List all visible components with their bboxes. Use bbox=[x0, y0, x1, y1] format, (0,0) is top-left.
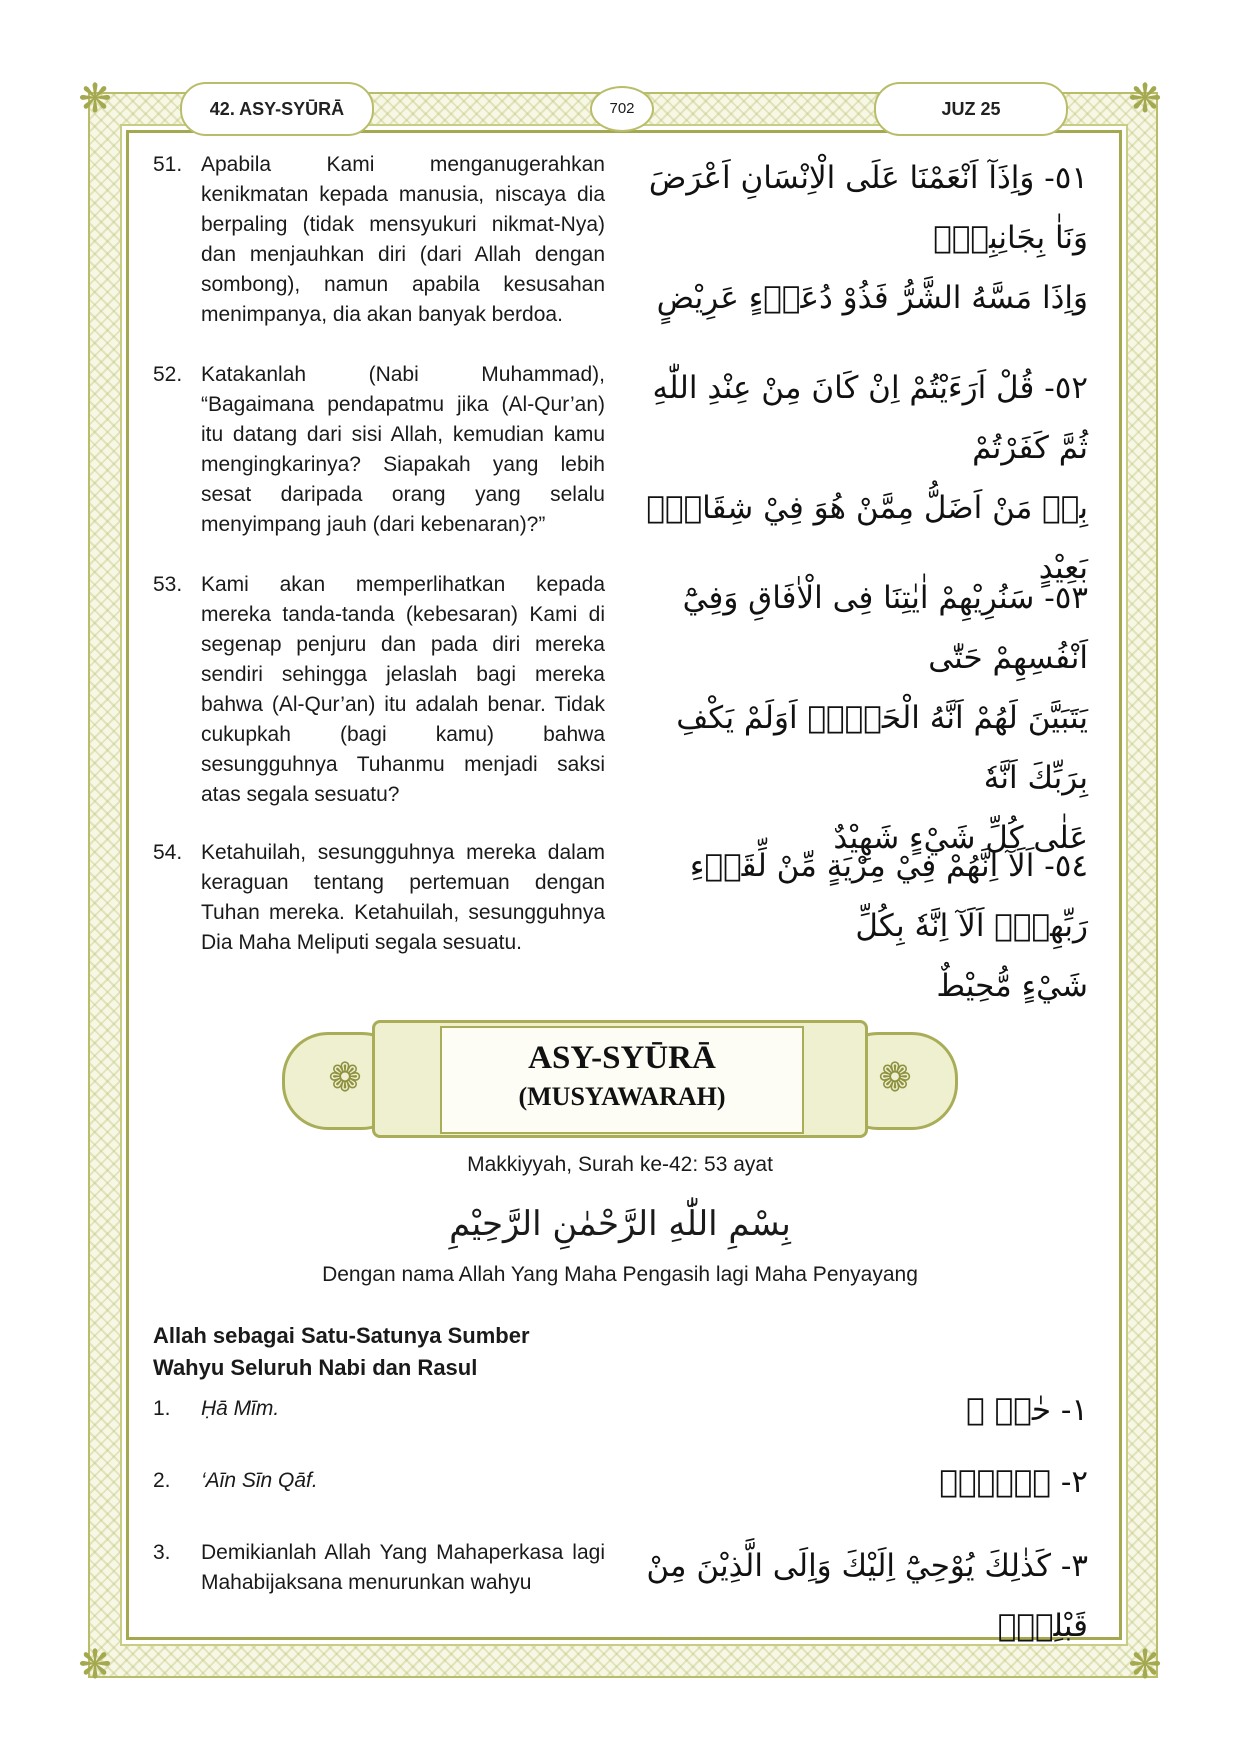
arabic-verse-number: ٢- bbox=[1060, 1464, 1088, 1500]
arabic-verse-number: ١- bbox=[1060, 1392, 1088, 1428]
section-heading bbox=[153, 1320, 530, 1384]
arabic-verse-number: ٣- bbox=[1060, 1548, 1088, 1584]
verse-text: Ketahuilah, sesungguhnya mereka dalam keraguan tentang pertemuan dengan Tuhan mereka. Ketahuilah, sesungguhnya Dia Maha Meliputi segala sesuatu. bbox=[201, 841, 605, 954]
verse-text: ‘Aīn Sīn Qāf. bbox=[201, 1469, 318, 1492]
verse-arabic bbox=[628, 836, 1088, 1016]
verse-translation bbox=[150, 838, 605, 958]
verse-number: 53. bbox=[153, 573, 183, 596]
verse-translation bbox=[150, 150, 605, 330]
verse-translation bbox=[150, 1466, 605, 1496]
header-surah-name: 42. ASY-SYŪRĀ bbox=[180, 82, 374, 136]
arabic-verse-number: ٥٢- bbox=[1044, 370, 1088, 406]
arabic-line: عۤسۤقۤ bbox=[939, 1464, 1051, 1500]
page-number: 702 bbox=[590, 86, 654, 132]
arabic-line: سَنُرِيْهِمْ اٰيٰتِنَا فِى الْاٰفَاقِ وَفِيْٓ اَنْفُسِهِمْ حَتّٰى bbox=[682, 580, 1088, 676]
surah-subtitle: (MUSYAWARAH) bbox=[518, 1082, 726, 1111]
arabic-line: وَاِذَا مَسَّهُ الشَّرُّ فَذُوْ دُعَاۤءٍ عَرِيْضٍ bbox=[656, 280, 1088, 316]
verse-translation bbox=[150, 1538, 605, 1598]
verse-arabic bbox=[628, 1380, 1088, 1440]
arabesque-icon: ❁ bbox=[328, 1056, 362, 1100]
verse-text: Demikianlah Allah Yang Mahaperkasa lagi Mahabijaksana menurunkan wahyu bbox=[201, 1541, 605, 1594]
verse-arabic bbox=[628, 148, 1088, 328]
verse-number: 51. bbox=[153, 153, 183, 176]
verse-number: 3. bbox=[153, 1541, 171, 1564]
basmalah-translation: Dengan nama Allah Yang Maha Pengasih lagi Maha Penyayang bbox=[322, 1263, 918, 1286]
arabic-line: اَلَآ اِنَّهُمْ فِيْ مِرْيَةٍ مِّنْ لِّقَاۤءِ رَبِّهِمْۗ اَلَآ اِنَّهٗ بِكُلِّ bbox=[689, 848, 1088, 944]
arabic-line: قُلْ اَرَءَيْتُمْ اِنْ كَانَ مِنْ عِنْدِ اللّٰهِ ثُمَّ كَفَرْتُمْ bbox=[652, 370, 1088, 466]
arabic-verse-number: ٥٤- bbox=[1044, 848, 1088, 884]
basmalah-arabic: بِسْمِ اللّٰهِ الرَّحْمٰنِ الرَّحِيْمِ bbox=[449, 1204, 791, 1244]
corner-ornament-icon: ❋ bbox=[78, 77, 112, 121]
verse-arabic bbox=[628, 1536, 1088, 1656]
surah-title: ASY-SYŪRĀ bbox=[528, 1040, 716, 1076]
verse-text: Katakanlah (Nabi Muhammad), “Bagaimana pendapatmu jika (Al-Qur’an) itu datang dari sisi Allah, kemudian kamu mengingkarinya? Siapakah yang lebih sesat daripada orang yang selalu menyimpang jauh (dari kebenaran)?” bbox=[201, 363, 605, 536]
verse-arabic bbox=[628, 568, 1088, 868]
corner-ornament-icon: ❋ bbox=[1128, 1643, 1162, 1687]
section-heading-line: Wahyu Seluruh Nabi dan Rasul bbox=[153, 1355, 478, 1380]
section-heading-line: Allah sebagai Satu-Satunya Sumber bbox=[153, 1323, 530, 1348]
verse-number: 1. bbox=[153, 1397, 171, 1420]
verse-text: Kami akan memperlihatkan kepada mereka tanda-tanda (kebesaran) Kami di segenap penjuru dan pada diri mereka sendiri sehingga jelaslah bagi mereka bahwa (Al-Qur’an) itu adalah benar. Tidak cukupkah (bagi kamu) bahwa sesungguhnya Tuhanmu menjadi saksi atas segala sesuatu? bbox=[201, 573, 605, 806]
arabic-line: بِهٖ مَنْ اَضَلُّ مِمَّنْ هُوَ فِيْ شِقَاقٍۢ بَعِيْدٍ bbox=[646, 490, 1088, 586]
arabic-line: عَلٰى كُلِّ شَيْءٍ شَهِيْدٌ bbox=[833, 820, 1088, 856]
surah-info: Makkiyyah, Surah ke-42: 53 ayat bbox=[467, 1153, 773, 1176]
verse-translation bbox=[150, 1394, 605, 1424]
verse-text: Ḥā Mīm. bbox=[201, 1397, 280, 1420]
header-juz: JUZ 25 bbox=[874, 82, 1068, 136]
arabic-verse-number: ٥٣- bbox=[1044, 580, 1088, 616]
arabesque-icon: ❁ bbox=[878, 1056, 912, 1100]
verse-text: Apabila Kami menganugerahkan kenikmatan kepada manusia, niscaya dia berpaling (tidak mensyukuri nikmat-Nya) dan menjauhkan diri (dari Allah dengan sombong), namun apabila kesusahan menimpanya, dia akan banyak berdoa. bbox=[201, 153, 605, 326]
corner-ornament-icon: ❋ bbox=[1128, 77, 1162, 121]
verse-number: 52. bbox=[153, 363, 183, 386]
arabic-line: وَاِذَآ اَنْعَمْنَا عَلَى الْاِنْسَانِ اَعْرَضَ وَنَاٰ بِجَانِبِهٖۚ bbox=[648, 160, 1088, 256]
verse-translation bbox=[150, 360, 605, 540]
arabic-verse-number: ٥١- bbox=[1044, 160, 1088, 196]
verse-number: 2. bbox=[153, 1469, 171, 1492]
arabic-line: يَتَبَيَّنَ لَهُمْ اَنَّهُ الْحَقُّۗ اَوَلَمْ يَكْفِ بِرَبِّكَ اَنَّهٗ bbox=[676, 700, 1088, 796]
verse-translation bbox=[150, 570, 605, 810]
verse-arabic bbox=[628, 358, 1088, 598]
surah-banner bbox=[280, 1020, 960, 1138]
arabic-line: حٰمۤ ۚ bbox=[966, 1392, 1051, 1428]
surah-title-box bbox=[440, 1026, 804, 1134]
verse-arabic bbox=[628, 1452, 1088, 1512]
verse-number: 54. bbox=[153, 841, 183, 864]
corner-ornament-icon: ❋ bbox=[78, 1643, 112, 1687]
arabic-line: كَذٰلِكَ يُوْحِيْٓ اِلَيْكَ وَاِلَى الَّذِيْنَ مِنْ قَبْلِكَۙ bbox=[646, 1548, 1088, 1644]
arabic-line: شَيْءٍ مُّحِيْطٌ bbox=[936, 968, 1088, 1004]
